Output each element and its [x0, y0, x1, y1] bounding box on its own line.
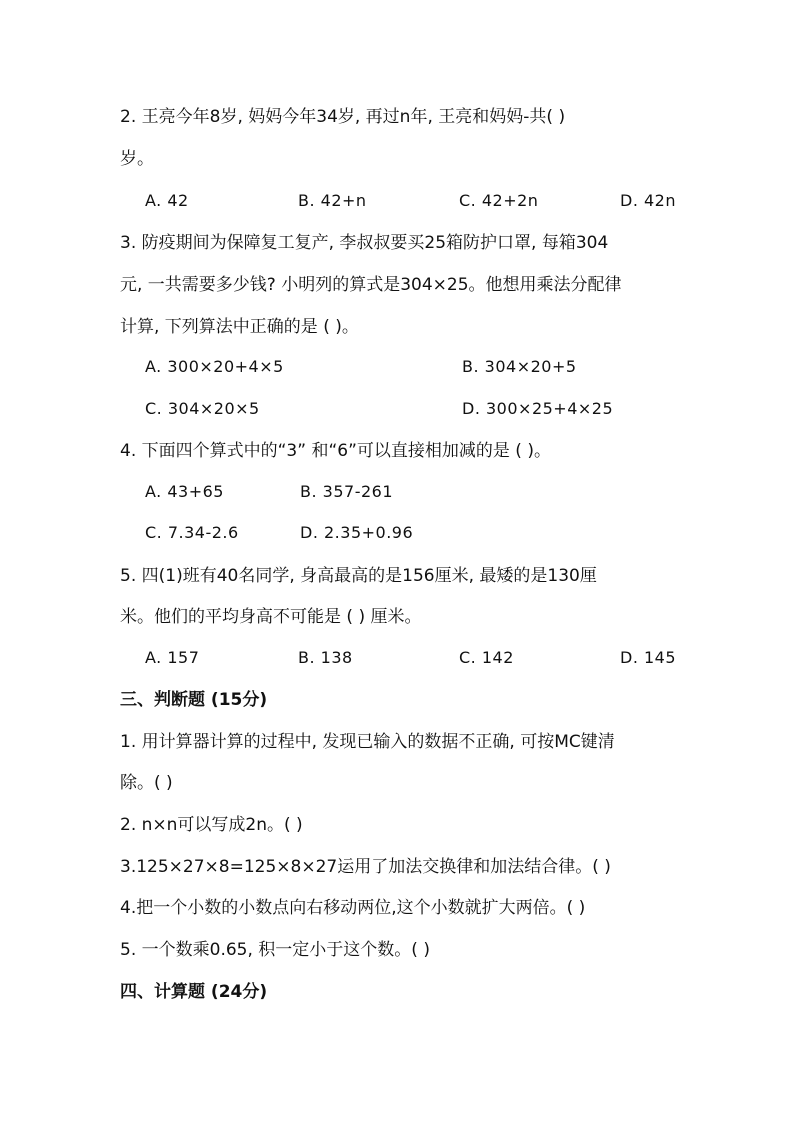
q2-option-c: C. 42+2n [459, 191, 539, 210]
q4-option-b: B. 357-261 [300, 482, 393, 501]
q4-text-line1: 4. 下面四个算式中的“3” 和“6”可以直接相加减的是 ( )。 [120, 441, 551, 461]
q3-option-d: D. 300×25+4×25 [462, 399, 614, 418]
q2-option-b: B. 42+n [298, 191, 367, 210]
judge-item-1-line2: 除。( ) [120, 773, 173, 793]
q4-option-d: D. 2.35+0.96 [300, 523, 414, 542]
q3-text-line1: 3. 防疫期间为保障复工复产, 李叔叔要买25箱防护口罩, 每箱304 [120, 233, 609, 253]
judge-item-3: 3.125×27×8=125×8×27运用了加法交换律和加法结合律。( ) [120, 857, 611, 877]
q3-option-b: B. 304×20+5 [462, 357, 577, 376]
judge-item-5: 5. 一个数乘0.65, 积一定小于这个数。( ) [120, 940, 430, 960]
q5-option-d: D. 145 [620, 648, 677, 667]
q5-option-c: C. 142 [459, 648, 514, 667]
q2-text-line1: 2. 王亮今年8岁, 妈妈今年34岁, 再过n年, 王亮和妈妈-共( ) [120, 107, 566, 127]
judge-item-2: 2. n×n可以写成2n。( ) [120, 815, 303, 835]
q3-option-c: C. 304×20×5 [145, 399, 260, 418]
q5-text-line2: 米。他们的平均身高不可能是 ( ) 厘米。 [120, 607, 422, 627]
q5-text-line1: 5. 四(1)班有40名同学, 身高最高的是156厘米, 最矮的是130厘 [120, 566, 597, 586]
q3-option-a: A. 300×20+4×5 [145, 357, 284, 376]
q2-option-a: A. 42 [145, 191, 189, 210]
q4-option-a: A. 43+65 [145, 482, 224, 501]
q3-text-line3: 计算, 下列算法中正确的是 ( )。 [120, 317, 359, 337]
judge-item-1-line1: 1. 用计算器计算的过程中, 发现已输入的数据不正确, 可按MC键清 [120, 732, 615, 752]
q2-text-line2: 岁。 [120, 149, 154, 169]
section-3-heading: 三、判断题 (15分) [120, 690, 268, 710]
q2-option-d: D. 42n [620, 191, 676, 210]
judge-item-4: 4.把一个小数的小数点向右移动两位,这个小数就扩大两倍。( ) [120, 898, 586, 918]
q3-text-line2: 元, 一共需要多少钱? 小明列的算式是304×25。他想用乘法分配律 [120, 275, 622, 295]
q4-option-c: C. 7.34-2.6 [145, 523, 239, 542]
q5-option-b: B. 138 [298, 648, 353, 667]
section-4-heading: 四、计算题 (24分) [120, 982, 268, 1002]
q5-option-a: A. 157 [145, 648, 200, 667]
